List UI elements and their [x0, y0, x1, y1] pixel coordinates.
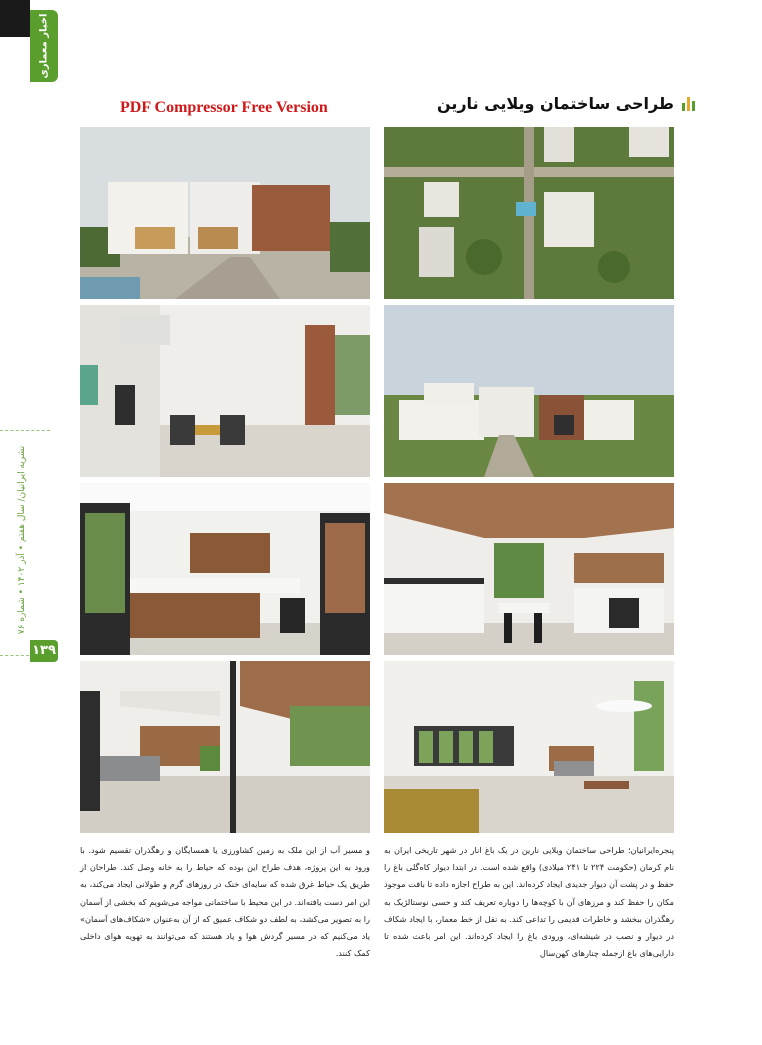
photo-open-plan-interior — [384, 661, 674, 833]
section-tab-label: اخبار معماری — [38, 13, 50, 79]
paragraph: پنجره‌ایرانیان؛ طراحی ساختمان ویلایی نارین در یک باغ انار در شهر تاریخی ایران به نام کرمان (حکومت ۲۲۴ تا ۲۴۱ میلادی) واقع شده است. در ابتدا دیوار کاه‌گلی باغ را حفظ و در پشت آن دیوار جدیدی ایجاد کرده‌اند. این به طراح اجازه داده تا بافت موجود مکان را حفظ کند و مرزهای آن با کوچه‌ها را دوباره تعریف کند و حسی نوستالژیک به رهگذران ببخشد و خاطرات قدیمی را تداعی کند. به نقل از خط معمار، با ایجاد شکاف در دیوار و نصب در شیشه‌ای، ورودی باغ را ایجاد کرده‌اند. این امر باعث شده تا دارایی‌های باغ ازجمله چنارهای کهن‌سال — [384, 845, 675, 959]
photo-aerial-view — [384, 127, 674, 299]
article-body-left-column — [80, 842, 370, 962]
section-tab[interactable] — [30, 10, 58, 82]
photo-exterior-facade — [80, 127, 370, 299]
photo-courtyard — [384, 305, 674, 477]
watermark: PDF Compressor Free Version — [120, 99, 328, 116]
photo-kitchen-island — [80, 483, 370, 655]
building-icon — [682, 97, 696, 111]
page-number: ۱۳۹ — [30, 640, 58, 662]
photo-staircase-lounge — [80, 661, 370, 833]
side-divider — [0, 430, 50, 431]
article-body-right-column — [384, 842, 674, 962]
issue-info: نشریه ایرانیان/ سال هفتم • آذر ۱۴۰۲ • شماره ۷۶ — [17, 445, 27, 635]
article-title: طراحی ساختمان ویلایی نارین — [436, 94, 674, 113]
photo-kitchen — [384, 483, 674, 655]
paragraph: و مسیر آب از این ملک به زمین کشاورزی یا همسایگان و رهگذران تقسیم شود. با ورود به این پروژه، هدف طراح این بوده که حیاط را به خانه وصل کند. طراحان از طریق یک حیاط غرق شده که سایه‌ای خنک در روزهای گرم و طولانی ایجاد می‌کند، به این امر دست یافته‌اند. در این محیط با ساختمانی مواجه می‌شویم که بخشی از آسمان را به تصویر می‌کشد، به لطف دو شکاف عمیق که از آن به‌عنوان «شکاف‌های آسمان» یاد می‌کنیم که در مسیر گردش هوا و یاد هستند که می‌توانند به تهویه هوای داخلی کمک کنند. — [80, 845, 370, 959]
photo-living-room — [80, 305, 370, 477]
